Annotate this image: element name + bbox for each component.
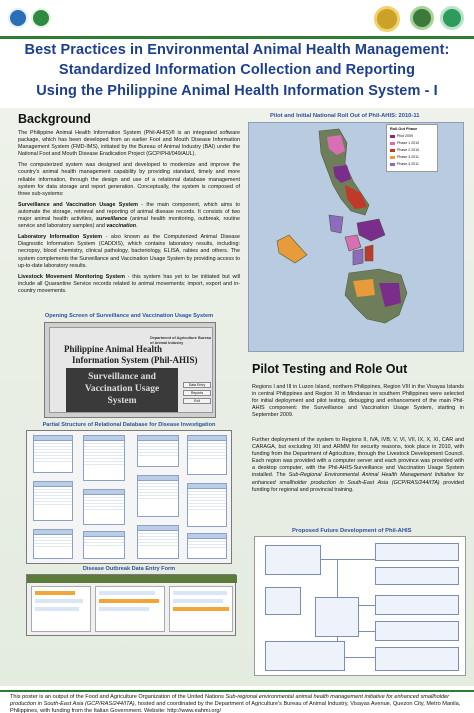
poster-title-line-2: Standardized Information Collection and Reporting <box>58 62 416 78</box>
proposed-development-caption: Proposed Future Development of Phil-AHIS <box>292 528 412 534</box>
opening-screen-image <box>44 322 216 418</box>
svus-text: - the main component, which aims to automate the storage, retrieval and reporting of animal disease records. It consists of two major animal health activities, <box>18 201 240 223</box>
diagram-connector <box>321 559 375 560</box>
negros-island <box>353 249 363 265</box>
outbreak-form-header <box>27 575 237 583</box>
svus-vaccination: vaccination <box>106 223 137 230</box>
diagram-block <box>265 545 321 575</box>
db-table <box>33 481 73 521</box>
legend-item <box>390 134 436 139</box>
outbreak-form-image <box>26 574 236 636</box>
pilot-p2-text: Further deployment of the system to Regions II, IVA, IVB, V, VI, VII, IX, X, XI, CAR and CARAGA, but excluding XII and ARMM for security reasons, took place in 2010, with funding from the Department of Agriculture, through the Livestock Development Council. Each region was provided with a computer server and each province was provided with a desktop computer, with the Phil-AHIS-Surveillance and Vaccination Usage System installed. The <box>252 437 464 479</box>
svus-mid: (animal health monitoring, outbreak, routine service and laboratory samples) and <box>18 216 240 230</box>
diagram-connector <box>345 657 375 658</box>
background-section <box>18 112 240 295</box>
legend-item <box>390 162 436 167</box>
mindoro-island <box>329 215 343 233</box>
background-heading: Background <box>18 112 91 126</box>
legend-label: Phase 3 2011 <box>397 155 419 159</box>
db-table <box>83 435 125 481</box>
opening-screen-title-1: Philippine Animal Health <box>64 344 163 354</box>
legend-item <box>390 155 436 160</box>
form-field-bar <box>173 599 223 603</box>
diagram-block <box>375 567 459 585</box>
cebu-island <box>365 245 373 261</box>
fao-logo-icon <box>8 8 28 28</box>
form-field-bar <box>173 591 227 595</box>
legend-swatch <box>390 156 395 159</box>
db-table <box>33 435 73 473</box>
outbreak-form-caption: Disease Outbreak Data Entry Form <box>82 566 176 572</box>
lis-paragraph <box>18 234 240 269</box>
database-structure-image <box>26 430 232 564</box>
background-paragraph-1: The Philippine Animal Health Information System (Phil-AHIS)® is an integrated software package, which has been developed from an earlier Foot and Mouth Disease Information Management System (FMD-IMS), initiated by the Bureau of Animal Industry (BAI) under the National Foot and Mouth Disease Eradication Project (GCP/PHI/049/AUL). <box>18 130 240 158</box>
lis-label: Laboratory Information System <box>18 234 103 241</box>
lms-label: Livestock Movement Monitoring System <box>18 273 125 280</box>
diagram-connector <box>359 605 375 606</box>
legend-label: Phase 2 2010 <box>397 148 420 152</box>
diagram-connector <box>337 637 338 641</box>
db-table <box>137 435 179 467</box>
form-field-bar <box>99 607 149 611</box>
form-field-bar <box>35 599 83 603</box>
poster-title-line-1: Best Practices in Environmental Animal Health Management: <box>24 42 450 58</box>
legend-swatch <box>390 163 395 166</box>
diagram-connector <box>359 631 375 632</box>
diagram-block <box>375 621 459 641</box>
legend-label: Phase 1 2010 <box>397 141 420 145</box>
form-field-bar <box>173 607 229 611</box>
diagram-connector <box>337 559 338 597</box>
diagram-block <box>265 641 345 671</box>
database-caption: Partial Structure of Relational Database for Disease Investigation <box>42 422 216 428</box>
exit-button[interactable]: Exit <box>183 398 211 404</box>
opening-banner-line-2: Vaccination Usage <box>84 384 160 394</box>
db-table <box>33 529 73 559</box>
legend-swatch <box>390 135 395 138</box>
footer-italic: Sub-regional environmental animal health management initiative for enhanced smallholder production in South-East Asia (GCP/RAS/244/ITA), <box>10 694 450 707</box>
ldc-seal-icon <box>440 6 464 30</box>
legend-label: Phase 4 2011 <box>397 162 419 166</box>
legend-item <box>390 141 436 146</box>
diagram-block <box>375 595 459 615</box>
diagram-block <box>265 587 301 615</box>
opening-banner-line-1: Surveillance and <box>88 372 156 382</box>
db-table <box>187 435 227 475</box>
background-paragraph-2: The computerized system was designed and developed to modernize and improve the country's animal health management capability by providing standard, timely and more reliable information, through the design and use of a relational database management system for data storage and report generation. Conceptually, the system is composed of three sub-systems: <box>18 162 240 197</box>
form-field-bar <box>35 607 79 611</box>
db-table <box>187 483 227 527</box>
opening-screen-title-2: Information System (Phil-AHIS) <box>72 355 198 365</box>
opening-screen-dept: Department of Agriculture Bureau of Animal Industry <box>150 336 212 345</box>
svus-label: Surveillance and Vaccination Usage System <box>18 201 138 208</box>
db-table <box>137 475 179 517</box>
poster-title-line-3: Using the Philippine Animal Health Information System - I <box>36 83 438 99</box>
data-entry-button[interactable]: Data Entry <box>183 382 211 388</box>
diagram-block <box>375 647 459 671</box>
footer-text-1: This poster is an output of the Food and Agriculture Organization of the United Nations <box>10 694 226 700</box>
svus-paragraph: Surveillance and Vaccination Usage System - the main component, which aims to automate the storage, retrieval and reporting of animal disease records. It consists of two major animal health activities, surveillance (animal health monitoring, outbreak, routine service and laboratory samples) and vaccination. <box>18 201 240 230</box>
svus-surveillance: surveillance <box>96 216 128 223</box>
da-seal-icon <box>374 6 400 32</box>
pilot-heading: Pilot Testing and Role Out <box>252 362 408 376</box>
poster-header <box>0 0 474 118</box>
legend-swatch <box>390 149 395 152</box>
header-divider <box>0 36 474 39</box>
reports-button[interactable]: Reports <box>183 390 211 396</box>
proposed-development-diagram <box>254 536 466 676</box>
bai-seal-icon <box>410 6 434 30</box>
opening-screen-caption: Opening Screen of Surveillance and Vaccination Usage System <box>44 313 214 319</box>
opening-screen-banner <box>66 368 178 412</box>
form-field-bar <box>99 591 155 595</box>
legend-swatch <box>390 142 395 145</box>
legend-label: Pilot 2009 <box>397 134 413 138</box>
map-caption: Pilot and Initial National Roll Out of Phil-AHIS: 2010-11 <box>270 113 420 119</box>
db-table <box>187 533 227 559</box>
eahmi-logo-icon <box>31 8 51 28</box>
poster-footer <box>0 690 474 713</box>
lis-text: - also known as the Computerized Animal Disease Diagnostic Information System (CADDIS), which contains laboratory results, including: necropsy, blood chemistry, clinical pathology, bacteriology, ELISA, rabies and others. The system complements the Surveillance and Vaccination Usage System by providing access to up-to-date laboratory results. <box>18 234 240 269</box>
db-table <box>83 531 125 559</box>
lms-paragraph <box>18 274 240 295</box>
diagram-block <box>315 597 359 637</box>
pilot-p2-end: provided funding for regional and provincial training. <box>252 479 464 493</box>
lms-text: - this system has yet to be initiated but will include all Quarantine Service records related to animal movements: import, export and in-country movements. <box>18 273 240 294</box>
form-field-bar <box>99 599 159 603</box>
diagram-block <box>375 543 459 561</box>
legend-item <box>390 148 436 153</box>
pilot-p2-italic: Sub-Regional Environmental Animal Health Management Initiative for enhanced smallholder production in South-East Asia (GCP/RAS/244/ITA) <box>252 472 465 486</box>
pilot-paragraph-1: Regions I and III in Luzon Island, northern Philippines, Region VIII in the Visayas Islands in central Philippines and Region XI in Mindanao in southern Philippines were selected for initial deployment and pilot testing, debugging and enhancement of the main Phil-AHIS component: the Surveillance and Vaccination Usage System, starting in September 2009. <box>252 384 464 419</box>
legend-title: Roll-Out Phase <box>390 127 418 131</box>
opening-banner-line-3: System <box>107 396 137 406</box>
db-table <box>137 525 179 559</box>
pilot-paragraph-2 <box>252 437 464 494</box>
footer-text-2: hosted and coordinated by the Department of Agriculture's Bureau of Animal Industry, Visayas Avenue, Quezon City, Metro Manila, Philippines, with funding from the Italian Government. Website: http://www.eahmi.org/ <box>10 701 461 713</box>
db-table <box>83 489 125 525</box>
map-legend <box>386 124 438 172</box>
form-field-bar <box>35 591 75 595</box>
opening-screen-panel <box>49 327 213 413</box>
